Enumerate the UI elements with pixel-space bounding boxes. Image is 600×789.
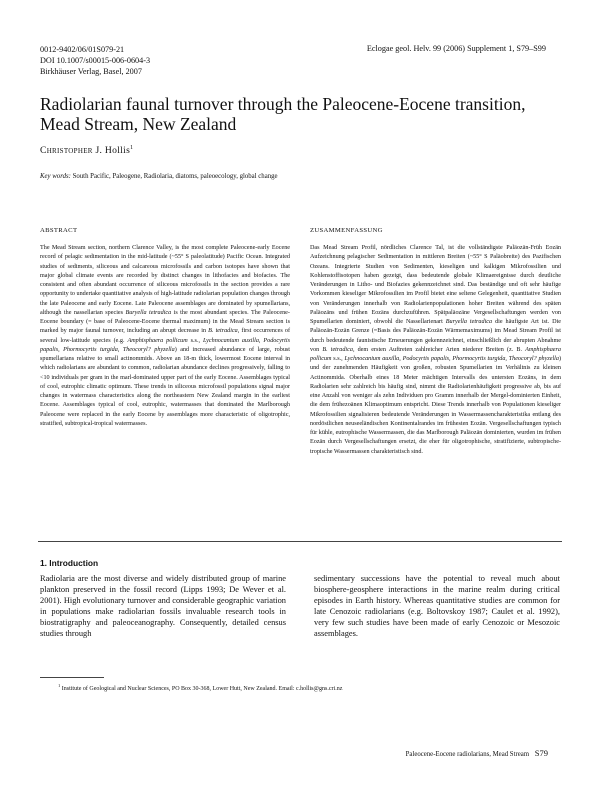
- abstract-text-6: ) and increased abundance of large, robust spumellarians relative to small actinommids. Above an 18-m thick, lowermost Eocene interval in which radiolarians are abundant to common, radiolarian abundance declines progressively, falling to <10 individuals per gram in the marl-dominated upper part of the early Eocene. Assemblages typical of cool, eutrophic climatic optimum. These trends in siliceous microfossil populations signal major changes in watermass characteristics along the northeastern New Zealand margin in the earliest Eocene. Assemblages typical of cool, eutrophic, watermasses that dominated the Marlborough Paleocene were replaced in the early Eocene by assemblages more characteristic of oligotrophic, stratified, subtropical-tropical watermasses.: [40, 346, 290, 427]
- zusammenfassung-species: B. tetradica: [322, 346, 353, 353]
- abstract-body: [40, 244, 290, 429]
- section-divider: [38, 541, 562, 542]
- abstract-text-5: s.s.,: [190, 337, 201, 344]
- zusammenfassung-text-4: s.s.,: [333, 356, 343, 362]
- abstract-text-4: , first occurrences of several low-latitude species (e.g.: [40, 328, 291, 344]
- abstract-text-1: The Mead Stream section, northern Clarence Valley, is the most complete Paleocene-early Eocene record of pelagic sedimentation in the mid-latitude (~55° S paleolatitude) Pacific Ocean. Integrated studies of sediments, siliceous and calcareous microfossils and carbon isotopes have shown that major global climate events are recorded by distinct changes in lithofacies and biofacies. The consistent and often abundant occurrence of siliceous microfossils in the section provides a rare opportunity to undertake quantitative analysis of high-latitude radiolarian population changes through the late Paleocene and early Eocene. Late Paleocene assemblages are dominated by spumellarians, although the nassellarian species: [40, 245, 290, 316]
- zusammenfassung-text-2: die häufigste Art ist. Die Paläozän-Eozän Grenze (=Basis des Paläozän-Eozän Wärmemaximums) im Mead Stream Profil ist durch bedeutende faunistische Erneuerungen gekennzeichnet, einschließlich der abrupten Abnahme von: [310, 319, 562, 353]
- header-meta: [40, 44, 150, 77]
- author: [40, 145, 133, 156]
- zusammenfassung-text-3: , dem ersten Auftreten zahlreicher Arten niederer Breiten (z. B.: [352, 346, 523, 353]
- doi: DOI 10.1007/s00015-006-0604-3: [40, 56, 151, 65]
- running-title: Paleocene-Eocene radiolarians, Mead Stream: [405, 751, 530, 758]
- footnote-mark: 1: [58, 683, 61, 688]
- zusammenfassung-text-5: ) und der zunehmenden Häufigkeit von großen, robusten Spumellarien im Verhältnis zu kleinen Actinommida. Oberhalb eines 18 Meter mächtigen Intervalls des untersten Eozäns, in dem Radiolarien sehr zahlreich bis häufig sind, nimmt die Radiolarienhäufigkeit progressive ab, bis auf eine Anzahl von weniger als zehn Individuen pro Gramm innerhalb der Mergel-dominierten Einheit, die dem frühezoänen Klimaoptimum entspricht. Diese Trends innerhalb von Populationen kieseliger Mikrofossilien signalisieren bedeutende Veränderungen in Wassermassencharakteristika entlang des nordöstlichen neuseeländischen Kontinentalrandes im frühesten Eozän. Vergesellschaftungen typisch für kühle, eutrophische Wassermassen, die das Marlborough Paläozän dominierten, wurden im frühen Eozän durch Vergesellschaftungen ersetzt, die eher für oligotrophische, stratifizierte, subtropische-tropische Wassermassen charakteristisch sind.: [310, 356, 561, 455]
- abstract-heading: ABSTRACT: [40, 227, 78, 234]
- page-title: Radiolarian faunal turnover through the Paleocene-Eocene transition, Mead Stream, New Zealand: [40, 94, 526, 134]
- introduction-right-column: sedimentary successions have the potential to reveal much about biosphere-geosphere interactions in the marine realm during critical episodes in Earth history. Whereas quantitative studies are common for late Cenozoic radiolarians (e.g. Boltovskoy 1987; Caulet et al. 1992), very few such studies have been made of early Cenozoic or Mesozoic assemblages.: [314, 574, 560, 639]
- zusammenfassung-heading: ZUSAMMENFASSUNG: [310, 227, 383, 234]
- page-number: S79: [534, 748, 548, 758]
- zusammenfassung-body: [310, 244, 561, 457]
- abstract-text-3: The Paleocene-Eocene boundary (= base of Paleocene-Eocene thermal maximum) in the Mead Stream section is marked by major faunal turnover, including an abrupt decrease in: [40, 309, 290, 335]
- author-affiliation-mark: 1: [130, 145, 134, 151]
- journal-citation: Eclogae geol. Helv. 99 (2006) Supplement 1, S79–S99: [366, 44, 546, 53]
- keywords-text: South Pacific, Paleogene, Radiolaria, diatoms, paleoecology, global change: [72, 173, 278, 180]
- abstract-species: Lychnocanium auxilla, Podocyrtis papalis, Phormocyrtis turgida, Theocoryl? phyzella: [40, 337, 290, 353]
- zusammenfassung-text-1: Das Mead Stream Profil, nördliches Clarence Tal, ist die vollständigste Paläozän-Früh Eozän Aufzeichnung pelagischer Sedimentation in mittleren Breiten (~55° S Paläobreite) des Pazifischen Ozeans. Integrierte Studien von Sedimenten, kieseligen und kalkigen Mikrofossilien und Kohlenstoffisotopen haben gezeigt, dass bedeutende globale Klimaereignisse durch deutliche Veränderungen in Litho- und Biofazies gekennzeichnet sind. Das beständige und oft sehr häufige Vorkommen kieseliger Mikrofossilien im Profil bietet eine seltene Gelegenheit, quantitative Studien von Veränderungen innerhalb von Radiolarienpopulationen hoher Breiten während des späten Paläozäns und frühen Eozäns durchzuführen. Spätpaläozäne Vergesellschaftungen werden von Spumellarien dominiert, obwohl die Nassellarienart: [310, 245, 561, 325]
- author-first-name: Christopher: [40, 145, 93, 157]
- introduction-heading: 1. Introduction: [40, 558, 99, 568]
- abstract-text-2: is the most abundant species.: [173, 309, 249, 316]
- author-last-name: J. Hollis: [95, 145, 131, 157]
- abstract-species: Amphisphaera pollicum: [127, 337, 188, 344]
- issn: 0012-9402/06/01S079-21: [40, 45, 125, 54]
- zusammenfassung-species: Amphisphaera pollicum: [310, 346, 561, 362]
- footnote-rule: [40, 677, 104, 678]
- publisher: Birkhäuser Verlag, Basel, 2007: [40, 67, 142, 76]
- abstract-species: B. tetradica: [208, 328, 238, 335]
- introduction-left-column: Radiolaria are the most diverse and widely distributed group of marine plankton preserved in the fossil record (Lipps 1993; De Wever et al. 2001). High evolutionary turnover and considerable geographic variation in populations make radiolarian fossils invaluable research tools in biostratigraphy and paleoceanography. Consequently, detailed census studies through: [40, 574, 286, 639]
- footnote-text: Institute of Geological and Nuclear Sciences, PO Box 30-368, Lower Hutt, New Zealand. Email: c.hollis@gns.cri.nz: [61, 686, 343, 692]
- footnote: [58, 683, 342, 692]
- zusammenfassung-species: Buryella tetradica: [445, 319, 493, 325]
- page-footer: [406, 748, 548, 758]
- keywords: [40, 173, 278, 180]
- zusammenfassung-species: Lychnocanium auxilla, Podocyrtis papalis, Phormocyrtis turgida, Theocoryl? phyzella: [344, 356, 559, 362]
- keywords-label: Key words:: [40, 173, 71, 180]
- abstract-species: Buryella tetradica: [125, 309, 172, 316]
